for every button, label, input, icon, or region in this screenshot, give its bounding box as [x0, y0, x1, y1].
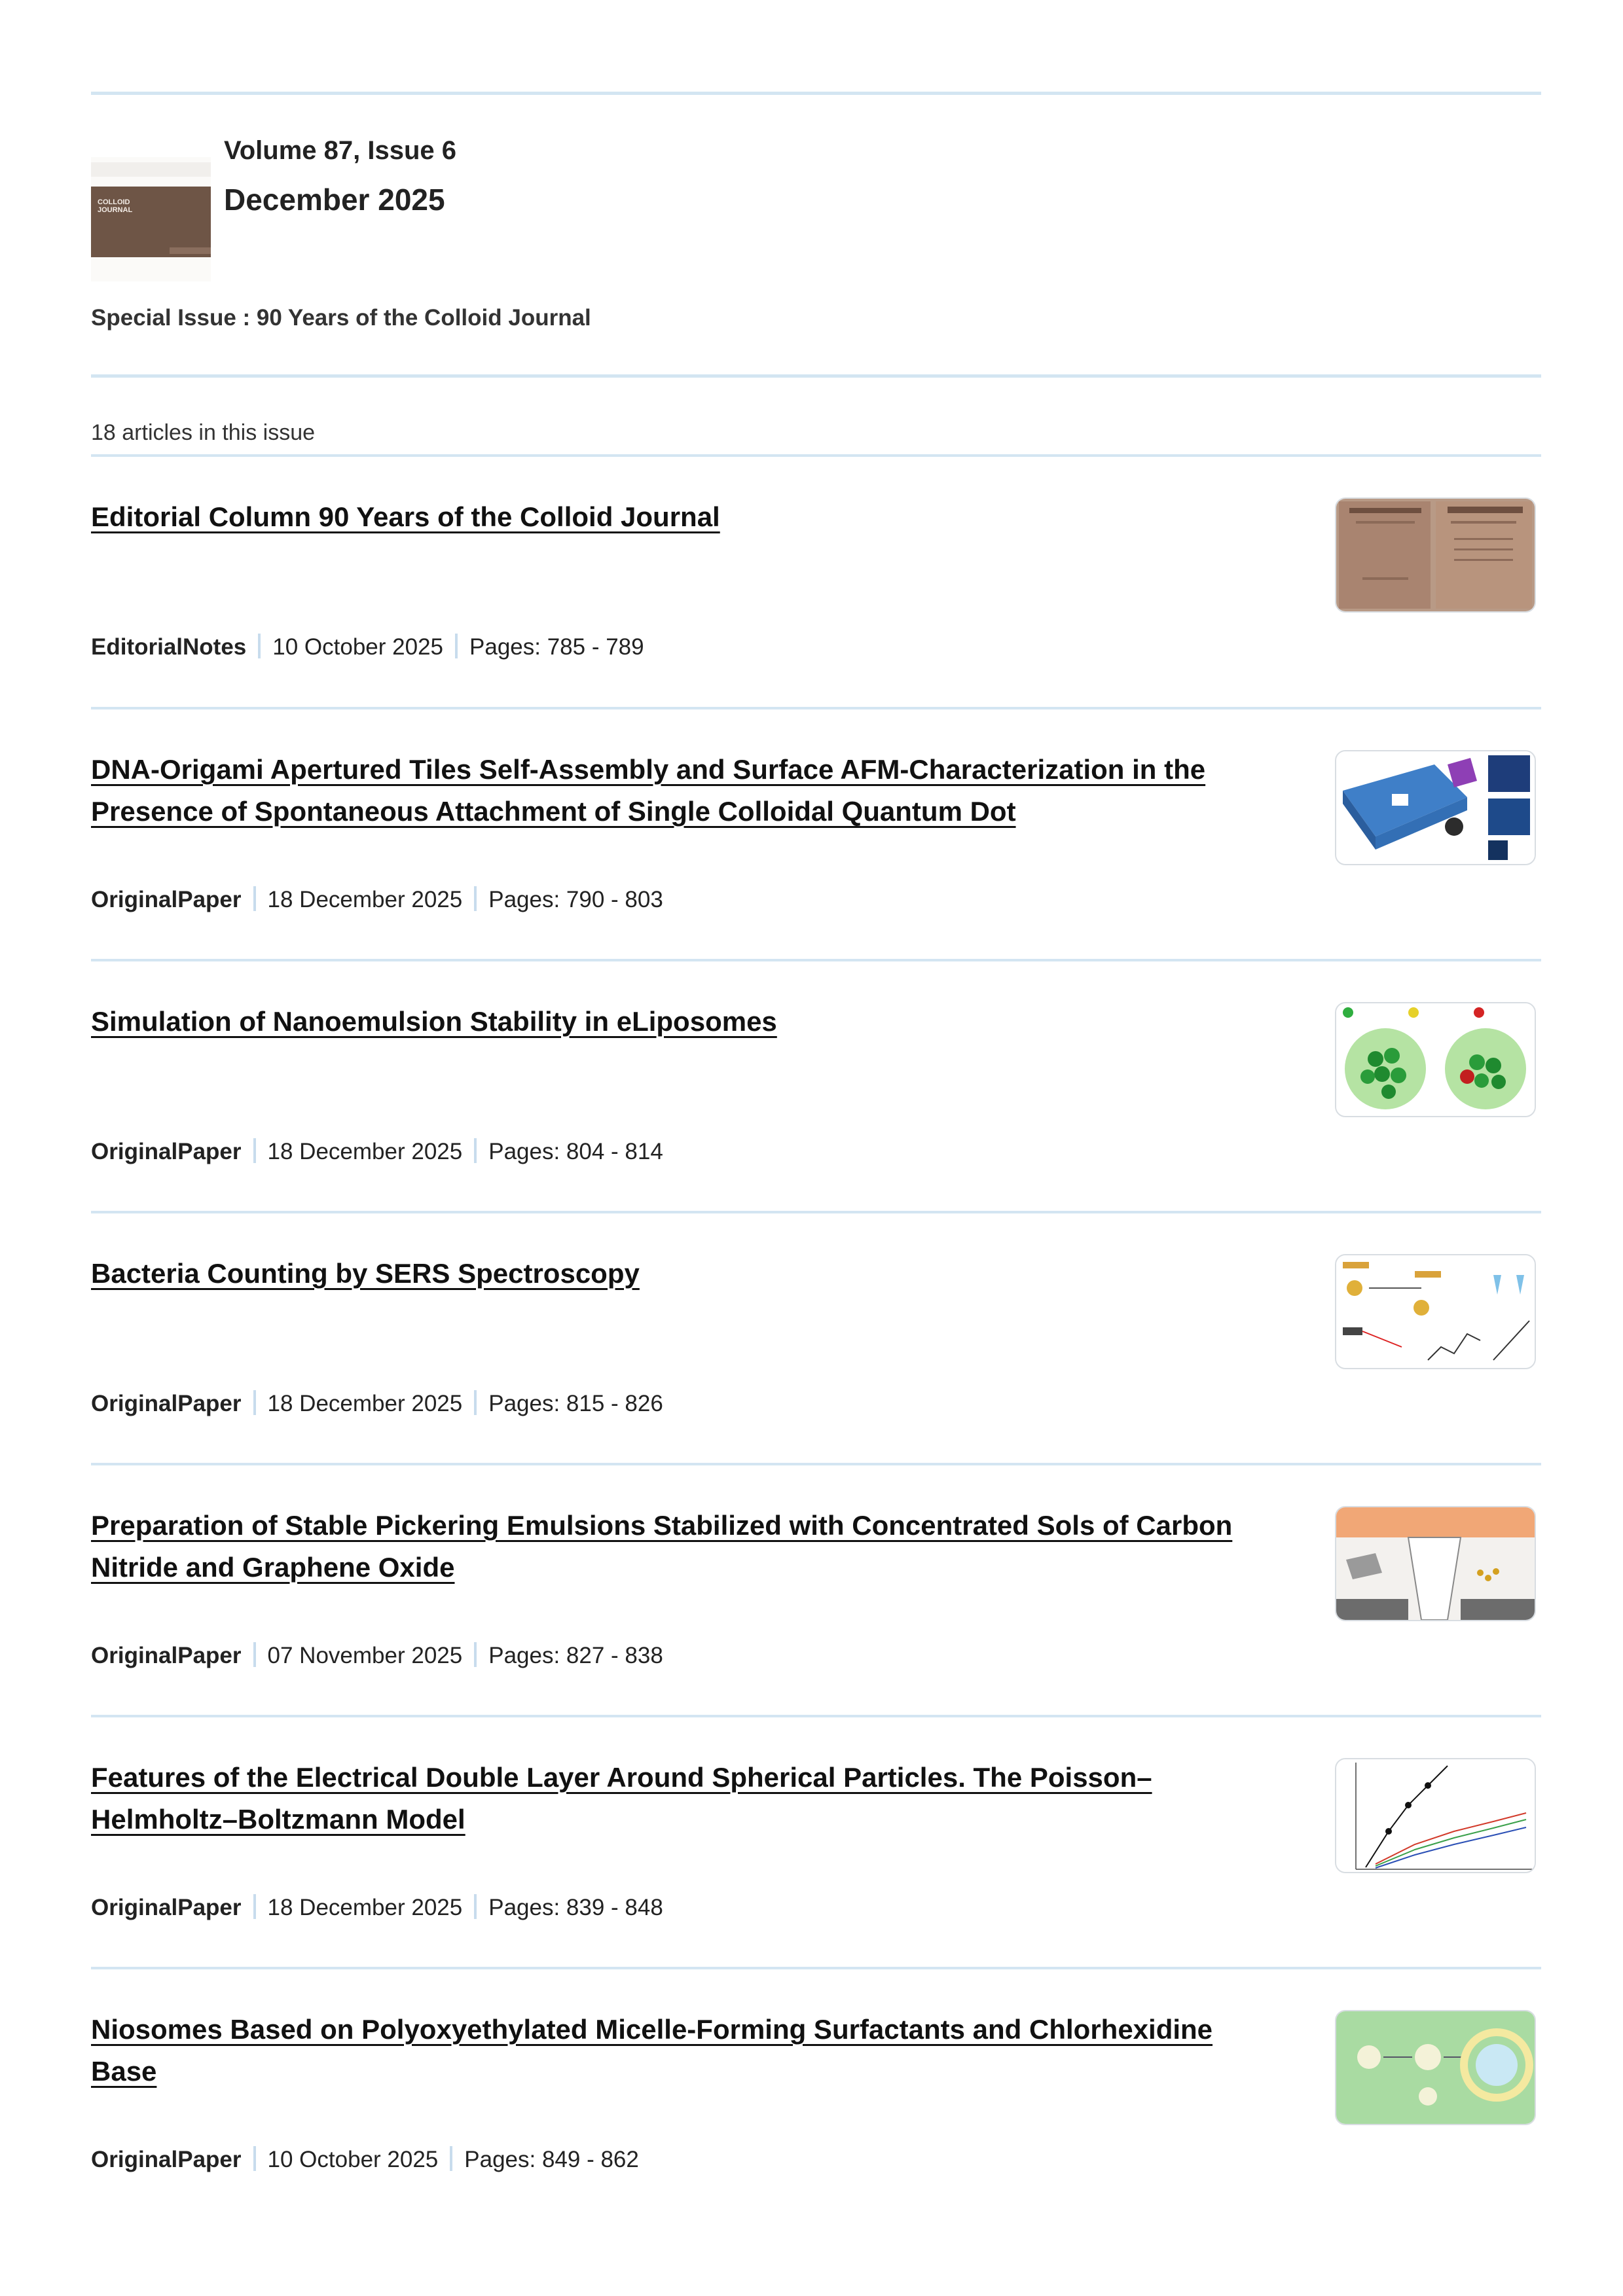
meta-separator [253, 2146, 256, 2171]
niosome-diagram-image[interactable] [1335, 2010, 1536, 2125]
list-top-divider [91, 454, 1541, 457]
article-pages: Pages: 839 - 848 [488, 1895, 663, 1920]
meta-separator [258, 634, 261, 658]
article-item [91, 1719, 1541, 1967]
article-title-link[interactable]: Niosomes Based on Polyoxyethylated Micelle-Forming Surfactants and Chlorhexidine Base [91, 2014, 1213, 2087]
article-pages: Pages: 827 - 838 [488, 1643, 663, 1668]
article-meta [91, 1894, 663, 1921]
cover-top-band [91, 162, 211, 177]
meta-separator [474, 1642, 477, 1667]
special-issue-title: Special Issue : 90 Years of the Colloid Journal [91, 305, 591, 331]
article-item [91, 963, 1541, 1211]
meta-separator [474, 886, 477, 911]
meta-separator [474, 1390, 477, 1415]
article-pages: Pages: 804 - 814 [488, 1139, 663, 1164]
article-title [91, 2009, 1283, 2092]
meta-separator [474, 1138, 477, 1163]
article-title-link[interactable]: Preparation of Stable Pickering Emulsions Stabilized with Concentrated Sols of Carbon Nitride and Graphene Oxide [91, 1510, 1233, 1583]
article-divider [91, 707, 1541, 709]
article-title-link[interactable]: Features of the Electrical Double Layer Around Spherical Particles. The Poisson–Helmholtz–Boltzmann Model [91, 1762, 1152, 1835]
article-type: OriginalPaper [91, 887, 242, 912]
issue-volume: Volume 87, Issue 6 [224, 136, 456, 165]
header-divider [91, 374, 1541, 378]
liposome-spheres-image[interactable] [1335, 1002, 1536, 1117]
article-title [91, 749, 1283, 833]
article-date: 10 October 2025 [272, 634, 444, 660]
dna-origami-afm-image[interactable] [1335, 750, 1536, 865]
article-item [91, 1215, 1541, 1463]
article-date: 07 November 2025 [267, 1643, 463, 1668]
double-layer-plot-image[interactable] [1335, 1758, 1536, 1873]
sers-scheme-image[interactable] [1335, 1254, 1536, 1369]
article-pages: Pages: 790 - 803 [488, 887, 663, 912]
meta-separator [455, 634, 458, 658]
article-item [91, 711, 1541, 960]
article-count: 18 articles in this issue [91, 420, 316, 445]
journal-cover-image[interactable] [91, 157, 211, 281]
article-pages: Pages: 785 - 789 [469, 634, 644, 660]
article-meta [91, 1642, 663, 1669]
article-title-link[interactable]: Simulation of Nanoemulsion Stability in eLiposomes [91, 1006, 777, 1037]
article-item [91, 1971, 1541, 2219]
article-date: 18 December 2025 [267, 1139, 463, 1164]
article-meta [91, 634, 644, 660]
article-meta [91, 886, 663, 913]
article-meta [91, 2146, 639, 2173]
article-type: OriginalPaper [91, 1139, 242, 1164]
issue-date: December 2025 [224, 183, 445, 217]
article-title-link[interactable]: Bacteria Counting by SERS Spectroscopy [91, 1258, 640, 1289]
article-date: 18 December 2025 [267, 1391, 463, 1416]
meta-separator [253, 1390, 256, 1415]
article-divider [91, 1715, 1541, 1717]
article-divider [91, 1967, 1541, 1969]
article-type: OriginalPaper [91, 1391, 242, 1416]
meta-separator [253, 1894, 256, 1919]
article-item [91, 458, 1541, 707]
article-type: EditorialNotes [91, 634, 247, 660]
article-date: 10 October 2025 [267, 2147, 439, 2172]
top-divider [91, 92, 1541, 95]
article-title [91, 1505, 1283, 1588]
article-divider [91, 1211, 1541, 1213]
article-pages: Pages: 815 - 826 [488, 1391, 663, 1416]
article-type: OriginalPaper [91, 2147, 242, 2172]
article-title [91, 1253, 1283, 1295]
cover-title: COLLOID JOURNAL [98, 198, 133, 214]
article-divider [91, 959, 1541, 961]
article-date: 18 December 2025 [267, 1895, 463, 1920]
meta-separator [474, 1894, 477, 1919]
article-date: 18 December 2025 [267, 887, 463, 912]
cover-strip [170, 247, 211, 254]
article-item [91, 1467, 1541, 1715]
article-title [91, 1001, 1283, 1043]
article-meta [91, 1390, 663, 1417]
pickering-emulsion-image[interactable] [1335, 1506, 1536, 1621]
meta-separator [253, 1138, 256, 1163]
meta-separator [253, 1642, 256, 1667]
article-title-link[interactable]: Editorial Column 90 Years of the Colloid Journal [91, 501, 720, 532]
old-journal-covers-image[interactable] [1335, 497, 1536, 613]
article-title-link[interactable]: DNA-Origami Apertured Tiles Self-Assembly and Surface AFM-Characterization in the Presence of Spontaneous Attachment of Single Colloidal Quantum Dot [91, 754, 1206, 827]
article-pages: Pages: 849 - 862 [464, 2147, 639, 2172]
meta-separator [253, 886, 256, 911]
article-title [91, 496, 1283, 538]
article-type: OriginalPaper [91, 1895, 242, 1920]
meta-separator [450, 2146, 452, 2171]
article-divider [91, 1463, 1541, 1465]
article-type: OriginalPaper [91, 1643, 242, 1668]
article-title [91, 1757, 1283, 1840]
article-meta [91, 1138, 663, 1165]
cover-title-panel [91, 187, 211, 257]
